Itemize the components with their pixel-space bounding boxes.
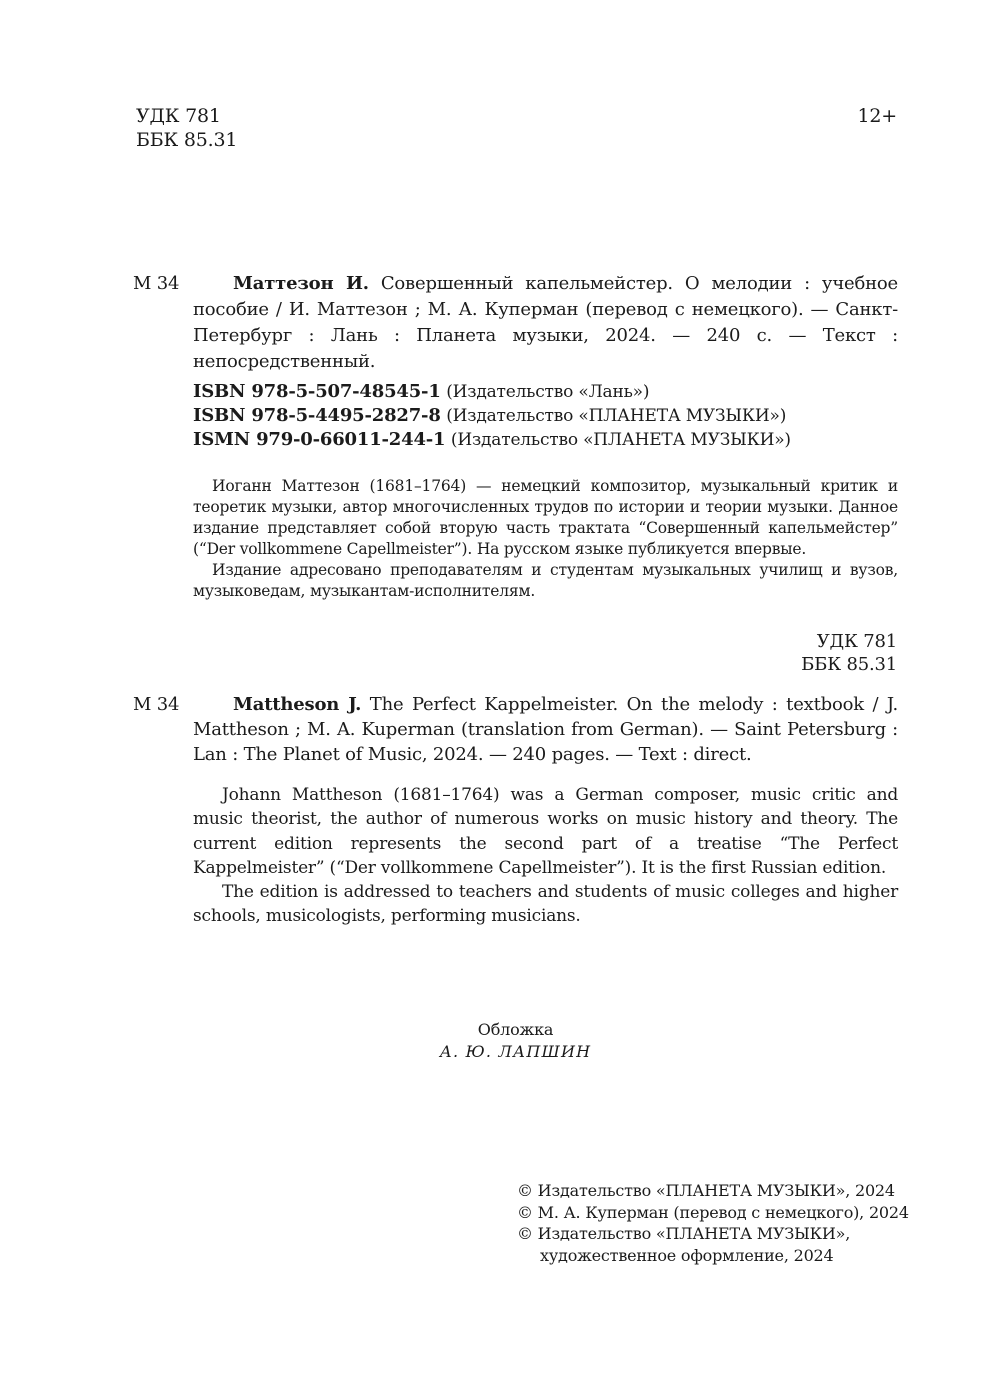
- catalog-entry-ru: [133, 271, 898, 375]
- copyright-line-translator: © М. А. Куперман (перевод с немецкого), 2024: [517, 1202, 909, 1222]
- catalog-text-en: [193, 692, 898, 767]
- annotation-ru-paragraph-2: Издание адресовано преподавателям и студентам музыкальных училищ и вузов, музыковедам, музыкантам-исполнителям.: [193, 561, 898, 600]
- catalog-author-ru: Маттезон И.: [233, 273, 369, 294]
- catalog-description-ru: Совершенный капельмейстер. О мелодии : учебное пособие / И. Маттезон ; М. А. Куперман (перевод с немецкого). — Санкт-Петербург : Лань : Планета музыки, 2024. — 240 с. — Текст : непосредственный.: [193, 273, 898, 372]
- catalog-text-ru: [193, 271, 898, 375]
- udk-number-top: УДК 781: [136, 105, 221, 127]
- isbn-publisher-1: (Издательство «Лань»): [446, 382, 650, 402]
- cover-credit-label: Обложка: [477, 1020, 554, 1039]
- classification-top: [136, 104, 237, 152]
- isbn-line-2: [193, 404, 791, 428]
- udk-number-right: УДК 781: [816, 631, 897, 652]
- catalog-code-ru: М 34: [133, 273, 180, 294]
- annotation-ru-paragraph-1: Иоганн Маттезон (1681–1764) — немецкий композитор, музыкальный критик и теоретик музыки, автор многочисленных трудов по истории и теории музыки. Данное издание представляет собой вторую часть трактата “Совершенный капельмейстер” (“Der vollkommene Capellmeister”). На русском языке публикуется впервые.: [193, 477, 898, 558]
- bbk-number-top: ББК 85.31: [136, 129, 238, 151]
- catalog-author-en: Mattheson J.: [233, 694, 362, 715]
- catalog-description-en: The Perfect Kappelmeister. On the melody : textbook / J. Mattheson ; M. A. Kuperman (translation from German). — Saint Petersburg : Lan : The Planet of Music, 2024. — 240 pages. — Text : direct.: [193, 694, 898, 765]
- isbn-line-1: [193, 380, 791, 404]
- ismn-line: [193, 428, 791, 452]
- annotation-ru: [193, 476, 898, 602]
- catalog-entry-en: [133, 692, 898, 767]
- cover-credit: [133, 1019, 898, 1062]
- bbk-number-right: ББК 85.31: [801, 654, 897, 675]
- copyright-line-publisher: © Издательство «ПЛАНЕТА МУЗЫКИ», 2024: [517, 1181, 895, 1200]
- annotation-en-paragraph-1: Johann Mattheson (1681–1764) was a German composer, music critic and music theorist, the author of numerous works on music history and theory. The current edition represents the second part of a treatise “The Perfect Kappelmeister” (“Der vollkommene Capellmeister”). It is the first Russian edition.: [193, 785, 898, 878]
- isbn-code-1: ISBN 978-5-507-48545-1: [193, 381, 441, 402]
- ismn-publisher: (Издательство «ПЛАНЕТА МУЗЫКИ»): [450, 430, 791, 450]
- ismn-code: ISMN 979-0-66011-244-1: [193, 429, 446, 450]
- annotation-en: [193, 783, 898, 929]
- cover-designer-name: А. Ю. ЛАПШИН: [439, 1041, 592, 1061]
- isbn-code-2: ISBN 978-5-4495-2827-8: [193, 405, 441, 426]
- copyright-block: [517, 1180, 917, 1266]
- identifiers-block: [193, 380, 791, 452]
- isbn-publisher-2: (Издательство «ПЛАНЕТА МУЗЫКИ»): [446, 406, 787, 426]
- annotation-en-paragraph-2: The edition is addressed to teachers and students of music colleges and higher schools, musicologists, performing musicians.: [193, 882, 898, 927]
- classification-right: [801, 630, 897, 676]
- copyright-line-design: © Издательство «ПЛАНЕТА МУЗЫКИ», художественное оформление, 2024: [517, 1224, 851, 1265]
- age-rating: 12+: [857, 105, 897, 127]
- catalog-code-en: M 34: [133, 694, 180, 715]
